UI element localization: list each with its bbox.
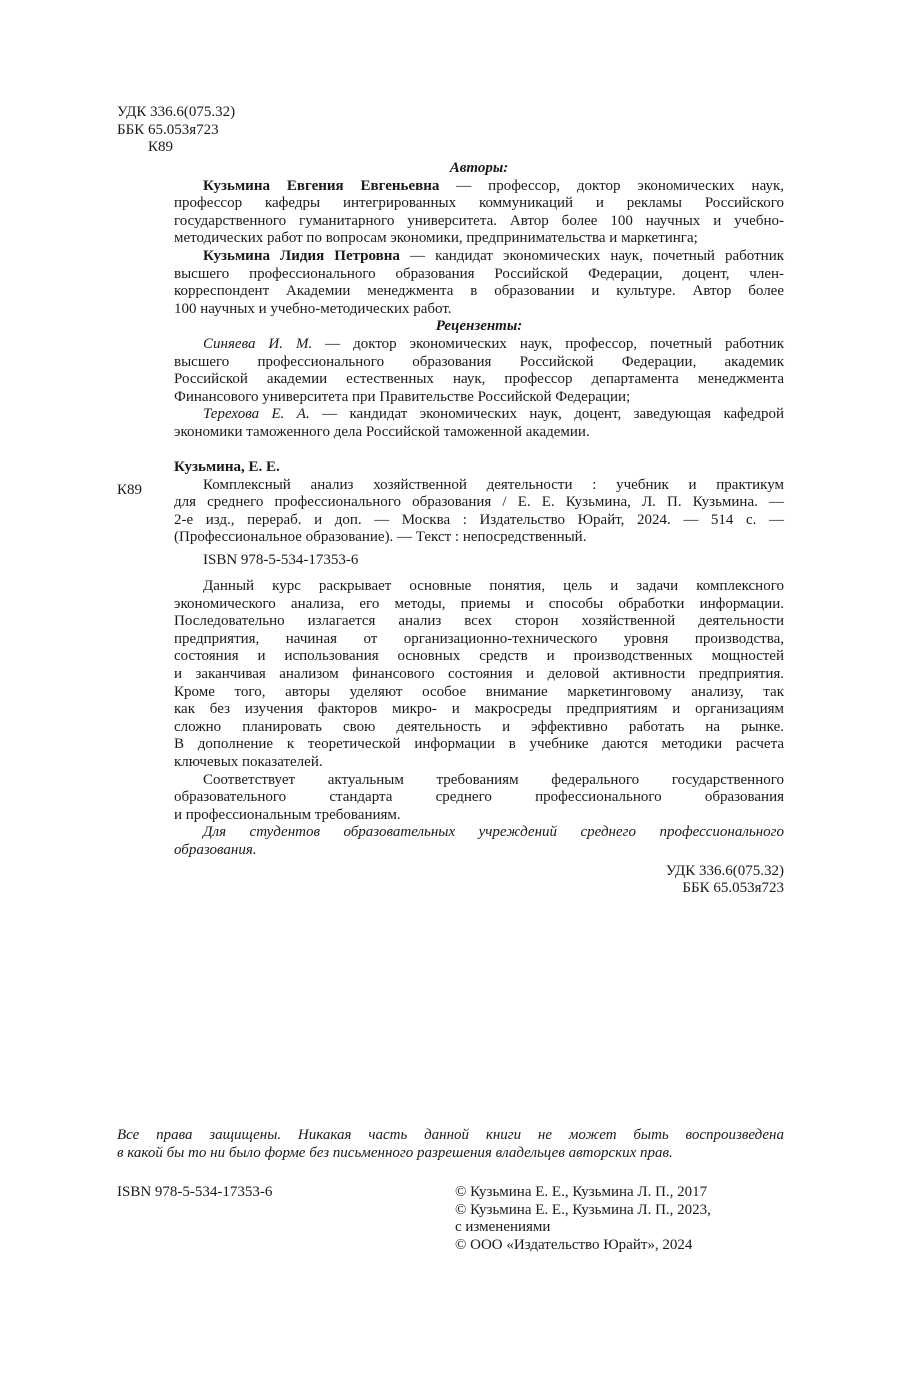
reviewer-1-name: Синяева И. М. <box>203 335 313 352</box>
abstract: Данный курс раскрывает основные понятия, цель и задачи комплексного экономического анализа, его методы, приемы и способы обработки информации. Последовательно излагается анализ всех сторон хозяйственной деятельности предприятия, начиная от организационно-технического уровня производства, состояния и использования основных средств и производственных мощностей и заканчивая анализом финансового состояния и деловой активности предприятия. Кроме того, авторы уделяют особое внимание маркетинговому анализу, так как без изучения факторов микро- и макросреды предприятиям и организациям сложно планировать свою деятельность и эффективно работать на рынке. В дополнение к теоретической информации в учебнике даются методики расчета ключевых показателей. Соответствует актуальным требованиям федерального государственного образовательного стандарта среднего профессионального образования и профессиональным требованиям. Для студентов образовательных учреждений среднего профессионального образования. УДК 336.6(075.32) ББК 65.053я723 <box>174 578 784 897</box>
udk-code: УДК 336.6(075.32) <box>117 104 236 120</box>
author-1-name: Кузьмина Евгения Евгеньевна <box>203 177 440 194</box>
bibliographic-record: Кузьмина, Е. Е. Комплексный анализ хозяйственной деятельности : учебник и практикум для среднего профессионального образования / Е. Е. Кузьмина, Л. П. Кузьмина. — 2-е изд., перераб. и доп. — Москва : Издательство Юрайт, 2024. — 514 с. — (Профессиональное образование). — Текст : непосредственный. ISBN 978-5-534-17353-6 <box>174 459 784 568</box>
rights-notice: Все права защищены. Никакая часть данной книги не может быть воспроизведена в какой бы то ни было форме без письменного разрешения владельцев авторских прав. <box>117 1127 784 1161</box>
reviewer-2-name: Терехова Е. А. <box>203 406 310 423</box>
authors-section: Авторы: Кузьмина Евгения Евгеньевна — профессор, доктор экономических наук, профессор кафедры интегрированных коммуникаций и рекламы Российского государственного гуманитарного университета. Автор более 100 научных и учебно- методических работ по вопросам экономики, предпринимательства и маркетинга; Кузьмина Лидия Петровна — кандидат экономических наук, почетный работник высшего профессионального образования Российской Федерации, доцент, член- корреспондент Академии менеджмента в образовании и культуре. Автор более 100 научных и учебно-методических работ. Рецензенты: Синяева И. М. — доктор экономических наук, профессор, почетный работник высшего профессионального образования Российской Федерации, академик Российской академии естественных наук, профессор департамента менеджмента Финансового университета при Правительстве Российской Федерации; Терехова Е. А. — кандидат экономических наук, доцент, заведующая кафедрой экономики таможенного дела Российской таможенной академии. <box>174 160 785 440</box>
abstract-bbk: ББК 65.053я723 <box>682 880 784 897</box>
abstract-udk: УДК 336.6(075.32) <box>665 862 784 879</box>
author-mark: К89 <box>148 139 174 156</box>
reviewers-title: Рецензенты: <box>435 318 523 335</box>
footer-isbn: ISBN 978-5-534-17353-6 <box>117 1184 273 1200</box>
biblio-mark: К89 <box>117 482 143 498</box>
biblio-author: Кузьмина, Е. Е. <box>174 459 280 475</box>
copyright-block: © Кузьмина Е. Е., Кузьмина Л. П., 2017 © Кузьмина Е. Е., Кузьмина Л. П., 2023, с изменениями © ООО «Издательство Юрайт», 2024 <box>455 1184 711 1253</box>
biblio-isbn: ISBN 978-5-534-17353-6 <box>203 551 359 568</box>
author-2-name: Кузьмина Лидия Петровна <box>203 247 400 264</box>
classification-header <box>117 104 235 157</box>
authors-title: Авторы: <box>449 160 509 176</box>
bbk-code: ББК 65.053я723 <box>117 121 219 138</box>
